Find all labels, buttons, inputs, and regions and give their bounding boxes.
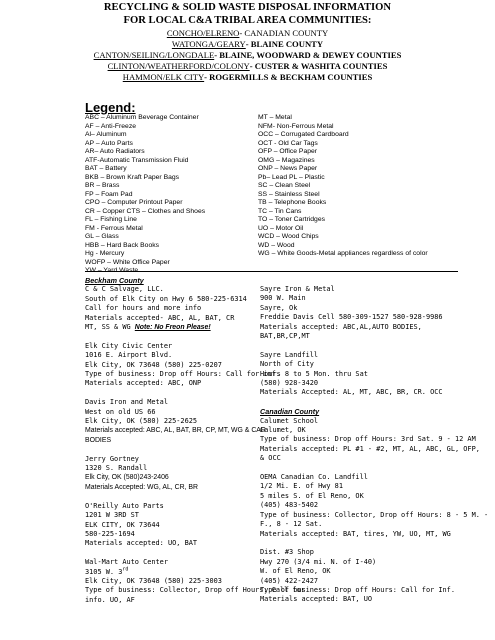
area-desc: - CANADIAN COUNTY	[239, 28, 329, 38]
listing-line: (405) 483-5402	[260, 501, 319, 510]
listing-line: Materials accepted: UO, BAT	[85, 539, 198, 548]
listing-line: Sayre Landfill	[260, 350, 319, 359]
listing-line: Materials Accepted: AL, MT, ABC, BR, CR. OCC	[260, 388, 443, 397]
legend-right-list	[258, 114, 428, 259]
listing-line: info. UO, AF	[85, 595, 135, 604]
listing-line: ELK CITY, OK 73644	[85, 520, 160, 529]
listing-line: Calumet School	[260, 416, 319, 425]
legend-item: NFM- Non-Ferrous Metal	[258, 122, 334, 130]
listing-line: W. of El Reno, OK	[260, 567, 331, 576]
listing-line: Hours 8 to 5 Mon. thru Sat	[260, 369, 368, 378]
listing-line: Dist. #3 Shop	[260, 548, 314, 557]
legend-item: WOFP – White Office Paper	[85, 258, 170, 266]
legend-item: ONP – News Paper	[258, 165, 318, 172]
listing-line: BAT,BR,CP,MT	[260, 332, 310, 341]
legend-left-list	[85, 114, 205, 276]
legend-item: WD – Wood	[258, 241, 295, 249]
legend-item: YW – Yard Waste	[85, 267, 139, 274]
listing-line: 1/2 Mi. E. of Hwy 81	[260, 482, 343, 491]
legend-item: FP – Foam Pad	[85, 190, 133, 198]
listing-line: O'Reilly Auto Parts	[85, 501, 164, 510]
legend-item: BR – Brass	[85, 182, 120, 189]
area-place: CONCHO/ELRENO	[166, 28, 240, 38]
right-listing-column	[260, 285, 488, 614]
listing-line: North of City	[260, 360, 314, 369]
listing-line: Elk City, OK (580) 225-2625	[85, 417, 198, 426]
area-line	[0, 39, 495, 49]
document-title-line-1: RECYCLING & SOLID WASTE DISPOSAL INFORMATION	[103, 2, 392, 13]
legend-item: OMG – Magazines	[258, 156, 315, 164]
listing-line: Materials accepted: ABC, AL, BAT, BR, CP, MT, WG & CAR	[85, 427, 266, 435]
listing-oema-landfill	[260, 473, 488, 539]
listing-line: Calumet, OK	[260, 426, 306, 435]
legend-title: Legend:	[85, 100, 136, 115]
area-place: HAMMON/ELK CITY	[122, 72, 205, 82]
legend-item: TO – Toner Cartridges	[258, 216, 325, 223]
listing-line: Freddie Davis Cell 580-309-1527 580-928-9986	[260, 313, 443, 322]
listing-line: Elk City Civic Center	[85, 341, 173, 350]
area-place: WATONGA/GEARY	[171, 39, 246, 49]
legend-item: MT – Metal	[258, 114, 292, 121]
listing-sayre-landfill	[260, 351, 488, 398]
listing-line: 900 W. Main	[260, 294, 306, 303]
legend-item: Al– Aluminum	[85, 131, 127, 138]
legend-item: CPO – Computer Printout Paper	[85, 199, 183, 206]
listing-line: Type of business: Drop off Hours: Call for inf.	[85, 370, 280, 379]
listing-line: 1320 S. Randall	[85, 464, 148, 473]
area-desc: - CUSTER & WASHITA COUNTIES	[249, 61, 388, 71]
listing-line: Elk City, OK 73648 (580) 225-3003	[85, 576, 222, 585]
legend-item: HBB – Hard Back Books	[85, 241, 160, 249]
listing-line: (405) 422-2427	[260, 576, 319, 585]
listing-line: Elk City, OK 73648 (580) 225-0207	[85, 360, 222, 369]
area-desc: - BLAINE, WOODWARD & DEWEY COUNTIES	[214, 50, 402, 60]
listing-line: Materials accepted: PL #1 - #2, MT, AL, ABC, GL, OFP,	[260, 444, 480, 453]
county-heading: Beckham County	[85, 276, 144, 285]
listing-line: 1201 W 3RD ST	[85, 511, 139, 520]
listing-line: Sayre Iron & Metal	[260, 285, 335, 293]
listing-line: Materials accepted: ABC,AL,AUTO BODIES,	[260, 322, 422, 331]
legend-item: WG – White Goods-Metal appliances regardless of color	[258, 250, 428, 257]
listing-line: South of Elk City on Hwy 6 580-225-6314	[85, 294, 247, 303]
legend-item: AP – Auto Parts	[85, 139, 133, 147]
legend-item: CR – Copper CTS – Clothes and Shoes	[85, 207, 206, 215]
listing-line: Call for hours and more info	[85, 304, 202, 313]
legend-item: TB – Telephone Books	[258, 199, 327, 206]
listing-line: Materials Accepted: WG, AL, CR, BR	[85, 483, 198, 491]
listing-line: Type of business: Collector, Drop off Hours: Call for	[85, 586, 305, 595]
listing-line: Elk City, OK (580)243-2406	[85, 474, 169, 482]
listing-line: Type of business: Drop off Hours: Call for Inf.	[260, 585, 455, 594]
county-heading: Canadian County	[260, 407, 320, 417]
listing-dist-3-shop	[260, 548, 488, 604]
section-divider	[85, 271, 458, 272]
listing-line: C & C Salvage, LLC.	[85, 285, 164, 294]
legend-item: UO – Motor Oil	[258, 224, 304, 232]
listing-text: 3105 W. 3	[85, 567, 123, 576]
area-line	[0, 50, 495, 60]
listing-line: Sayre, Ok	[260, 303, 298, 312]
listing-line: (580) 928-3420	[260, 379, 319, 388]
listing-line: Materials accepted: BAT, UO	[260, 595, 373, 604]
listing-calumet-school	[260, 417, 488, 464]
legend-item: ABC – Aluminum Beverage Container	[85, 114, 199, 121]
listing-line: Jerry Gortney	[85, 454, 139, 463]
listing-line: Hwy 270 (3/4 mi. N. of I-40)	[260, 557, 377, 566]
listing-line: Davis Iron and Metal	[85, 398, 168, 407]
legend-item: FM - Ferrous Metal	[85, 224, 143, 232]
listing-line: Wal-Mart Auto Center	[85, 558, 168, 567]
area-place: CANTON/SEILING/LONGDALE	[93, 50, 215, 60]
legend-item: Pb– Lead PL – Plastic	[258, 173, 325, 181]
listing-line: Materials accepted: ABC, ONP	[85, 379, 202, 388]
legend-item: BAT – Battery	[85, 165, 127, 172]
area-desc: - ROGERMILLS & BECKHAM COUNTIES	[204, 72, 373, 82]
listing-line: 580-225-1694	[85, 529, 135, 538]
legend-item: SC – Clean Steel	[258, 182, 311, 189]
listing-line: BODIES	[85, 436, 112, 444]
area-line	[0, 28, 495, 38]
legend-item: FL – Fishing Line	[85, 216, 137, 223]
listing-line: F., 8 - 12 Sat.	[260, 520, 323, 529]
listing-line: Materials accepted: BAT, tires, YW, UO, MT, WG	[260, 529, 451, 538]
listing-line: Materials accepted- ABC, AL, BAT, CR	[85, 313, 235, 322]
document-title-line-2: FOR LOCAL C&A TRIBAL AREA COMMUNITIES:	[123, 15, 372, 26]
legend-item: AF – Anti-Freeze	[85, 122, 136, 130]
listing-line: 5 miles S. of El Reno, OK	[260, 491, 364, 500]
legend-item: OCT - Old Car Tags	[258, 139, 318, 147]
listing-line: Type of business: Collector, Drop off Hours: 8 - 5 M. -	[260, 510, 489, 519]
legend-item: ATF-Automatic Transmission Fluid	[85, 156, 189, 164]
legend-item: SS – Stainless Steel	[258, 190, 320, 198]
area-desc: - BLAINE COUNTY	[245, 39, 324, 49]
listing-sayre-iron-and-metal	[260, 285, 488, 341]
listing-line: Type of business: Drop off Hours: 3rd Sat. 9 - 12 AM	[260, 435, 476, 444]
legend-item: WCD – Wood Chips	[258, 233, 319, 240]
listing-line: OEMA Canadian Co. Landfill	[260, 473, 368, 482]
area-place: CLINTON/WEATHERFORD/COLONY	[107, 61, 250, 71]
legend-item: TC – Tin Cans	[258, 207, 302, 215]
listing-line: West on old US 66	[85, 407, 156, 416]
freon-note: Note: No Freon Please!	[134, 324, 211, 332]
listing-text: MT, SS & WG	[85, 323, 135, 332]
area-line	[0, 72, 495, 82]
area-line	[0, 61, 495, 71]
legend-item: BKB – Brown Kraft Paper Bags	[85, 173, 180, 181]
ordinal-suffix: rd	[122, 566, 129, 573]
legend-item: AR– Auto Radiators	[85, 148, 145, 155]
listing-line: 1016 E. Airport Blvd.	[85, 351, 173, 360]
legend-item: OCC – Corrugated Cardboard	[258, 131, 349, 138]
legend-item: GL – Glass	[85, 233, 119, 240]
legend-item: Hg - Mercury	[85, 250, 125, 257]
legend-item: OFP – Office Paper	[258, 148, 318, 155]
listing-line: & OCC	[260, 454, 281, 463]
